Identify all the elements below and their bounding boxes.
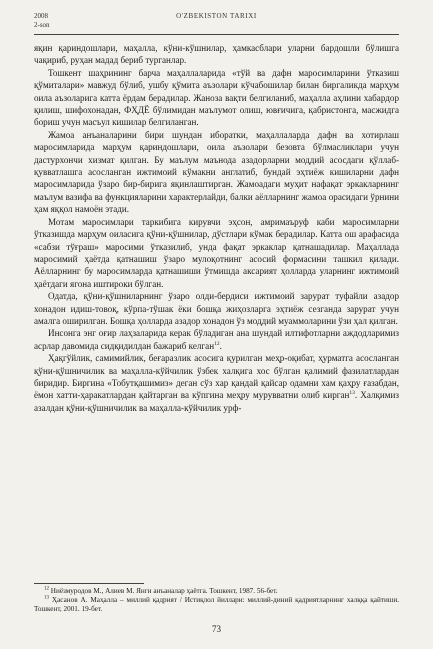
footnote-rule bbox=[34, 583, 144, 584]
paragraph: Тошкент шаҳрининг барча маҳаллаларида «тўй ва дафн маросимларини ўтказиш қўмиталари» мавжуд бўлиб, ушбу қўмита аъзолари кўчабошилар билан биргаликда марҳум оила аъзоларига катта ёрдам берадилар. Жаноза вақти белгиланиб, маҳалла аҳлини хабардор қилиш, шифохонадан, ФҲДЁ бўлимидан маълумот олиш, ювғичига, қабристонга, масжидга бориш учун масъул кишилар белгиланган. bbox=[34, 67, 399, 128]
paragraph: Одатда, қўни-қўшниларнинг ўзаро олди-бердиси ижтимоий зарурат туфайли азадор хонадон идиш-товоқ, кўрпа-тўшак ёки бошқа жиҳозларга эҳтиёж сезганда зарурат учун амалга оширилган. Бошқа ҳолларда азадор хонадон ўз моддий муаммоларини ўзи ҳал қилган. bbox=[34, 291, 399, 326]
footnote-number: 13 bbox=[44, 595, 49, 601]
footnote-ref[interactable]: 12 bbox=[214, 340, 220, 347]
paragraph-text: Ҳақгўйлик, самимийлик, беғаразлик асосига қурилган меҳр-оқибат, ҳурматга асосланган қўни-қўшничилик ва маҳалла-кўйчилик ўзбек халқига хос бўлган қалимий фазилатлардан биридир. Биргина «Тобутқашимиз» деган сўз хар қандай қайсар одамни хам қаҳру ғазабдан, ёмон хатти-ҳаракатлардан қайтарган ва кўпгина меҳру мурувватни олиб кирган bbox=[34, 353, 399, 401]
paragraph-text: Халқимиз азалдан қўни-қўшничилик ва маҳалла-кўйчилик урф- bbox=[34, 390, 399, 413]
paragraph: Жамоа анъаналарини бири шундан иборатки, маҳаллаларда дафн ва хотирлаш маросимларида марҳум қариндошлари, оила аъзолари безовта бўлмасликлари учун дастурхончи хизмат қилган. Бу маълум маънода азадорларни моддий асосдаги қўллаб-қувватлашга асосланган ижтимоий кўмакни англатиб, бундай эҳтиёж кишиларни дафн маросимларида ўзаро бир-бирига яқинлаштирган. Жамоадаги муҳит нафақат эркакларнинг маълум вазифа ва функцияларини характерлайди, балки аёлларнинг жамоа орасидаги ўрнини ҳам яққол намоён этади. bbox=[34, 129, 399, 215]
footnote-text: Ниёзмуродов М., Алиев М. Янги анъаналар ҳаётга. Тошкент, 1987. 56-бет. bbox=[50, 587, 278, 595]
footnote bbox=[34, 587, 399, 596]
header-issue: 2-son bbox=[34, 21, 50, 29]
footnote-number: 12 bbox=[44, 586, 49, 592]
paragraph-text: Инсонга энг оғир лаҳзаларида керак бўладиган ана шундай илтифотларни аждодларимиз асрлар давомида сидқидилдан бажариб келган bbox=[34, 328, 399, 351]
footnote-text: Ҳасанов А. Маҳалла – миллий қадрият / Истиқлол йиллари: миллий-диний қадриятларнинг халққа қайтиши. Тошкент, 2001. 19-бет. bbox=[34, 596, 399, 614]
paragraph: Ҳақгўйлик, самимийлик, беғаразлик асосига қурилган меҳр-оқибат, ҳурматга асосланган қўни-қўшничилик ва маҳалла-кўйчилик ўзбек халқига хос бўлган қалимий фазилатлардан биридир. Биргина «Тобутқашимиз» деган сўз хар қандай қайсар одамни хам қаҳру ғазабдан, ёмон хатти-ҳаракатлардан қайтарган ва кўпгина меҳру мурувватни олиб кирган$^{13}$. Халқимиз азалдан қўни-қўшничилик ва маҳалла-кўйчилик урф- bbox=[34, 353, 399, 413]
footnotes bbox=[34, 587, 399, 615]
paragraph: Инсонга энг оғир лаҳзаларида керак бўладиган ана шундай илтифотларни аждодларимиз асрлар давомида сидқидилдан бажариб келган$^{12}$. bbox=[34, 328, 399, 351]
header-journal-title: O'ZBEKISTON TARIXI bbox=[176, 12, 257, 20]
paragraph: яқин қариндошлари, маҳалла, кўни-кўшнилар, ҳамкасблари уларни бардошли бўлишга чақириб, руҳан мадад бериб турганлар. bbox=[34, 43, 399, 66]
paragraph: Мотам маросимлари таркибига кирувчи эҳсон, амримаъруф каби маросимларни ўтказишда марҳум оиласига қўни-қўшнилар, дўстлари кўмак берадилар. Катта ош арафасида «сабзи тўғраш» маросими ўтказилиб, унда фақат эркаклар қатнашадилар. Маҳаллада маросимий ҳаётда қатнашиш ўзаро мулоқотнинг асосий формасини ташкил қилади. Аёлларнинг бу маросимларда қатнашиши ўтмишда аксарият ҳолларда уларнинг ижтимоий ҳаётдаги ягона иштироки бўлган. bbox=[34, 216, 399, 289]
footnote bbox=[34, 596, 399, 614]
article-body bbox=[34, 42, 399, 414]
footnote-ref[interactable]: 13 bbox=[349, 390, 355, 397]
header-rule bbox=[34, 34, 399, 35]
header-year: 2008 bbox=[34, 12, 48, 20]
page-number: 73 bbox=[212, 624, 221, 634]
